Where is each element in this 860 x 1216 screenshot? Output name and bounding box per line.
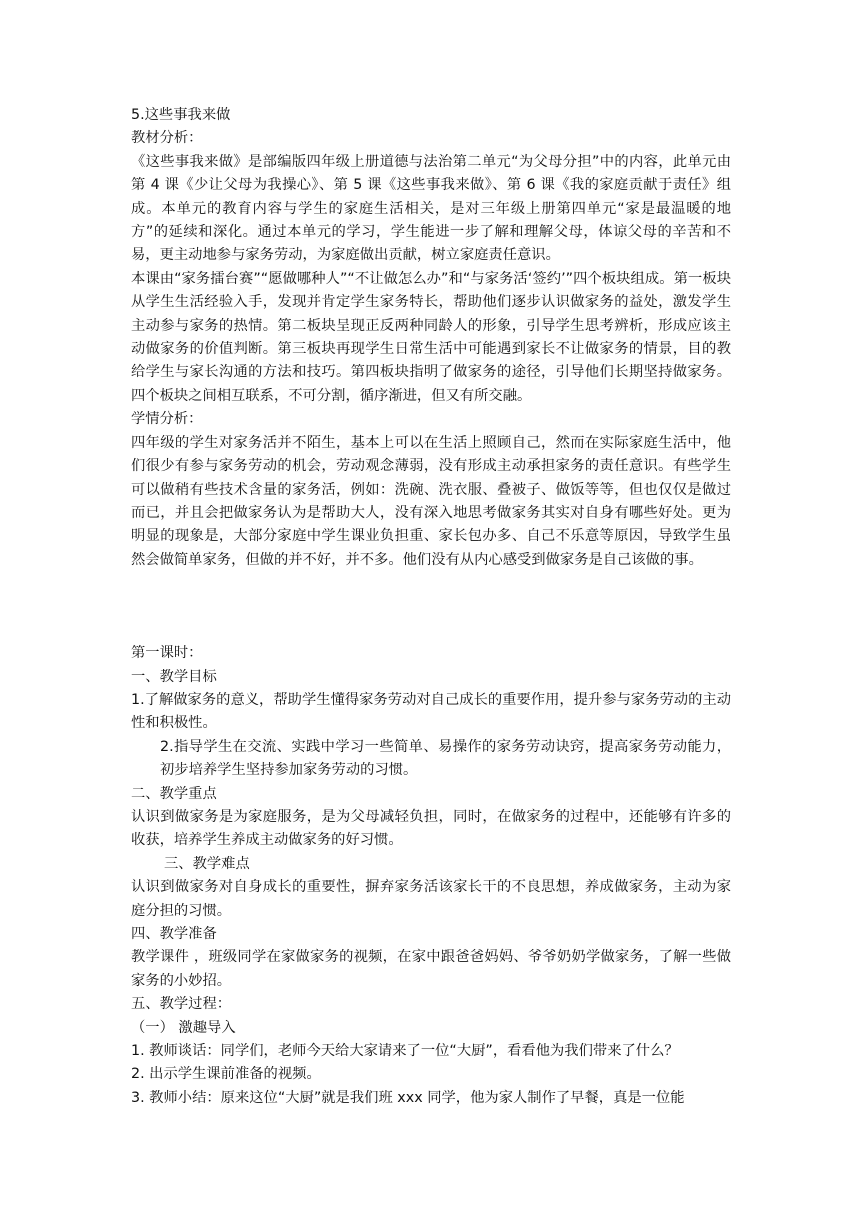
process-step-2: 2. 出示学生课前准备的视频。 [131,1066,321,1083]
intro-subheading: （一） 激趣导入 [131,1019,236,1036]
difficulty-paragraph: 认识到做家务对自身成长的重要性，摒弃家务活该家长干的不良思想，养成做家务，主动为家庭分担的习惯。 [131,879,731,919]
student-analysis-heading: 学情分析： [131,411,203,428]
document-body [131,104,731,1110]
key-points-paragraph: 认识到做家务是为家庭服务，是为父母减轻负担，同时，在做家务的过程中，还能够有许多的收获，培养学生养成主动做家务的好习惯。 [131,808,731,849]
difficulty-heading: 三、教学难点 [164,855,250,872]
textbook-analysis-paragraph-2: 本课由“家务擂台赛”“愿做哪种人”“不让做怎么办”和“与家务活‘签约’”四个板块组成。第一板块从学生生活经验入手，发现并肯定学生家务特长，帮助他们逐步认识做家务的益处，激发学生主动参与家务的热情。第二板块呈现正反两种同龄人的形象，引导学生思考辨析，形成应该主动做家务的价值判断。第三板块再现学生日常生活中可能遇到家长不让做家务的情景，目的教给学生与家长沟通的方法和技巧。第四板块指明了做家务的途径，引导他们长期坚持做家务。四个板块之间相互联系，不可分割，循序渐进，但又有所交融。 [131,270,731,404]
first-lesson-label: 第一课时： [131,645,203,662]
key-points-heading: 二、教学重点 [131,785,217,802]
textbook-analysis-paragraph-1: 《这些事我来做》是部编版四年级上册道德与法治第二单元“为父母分担”中的内容，此单元由第 4 课《少让父母为我操心》、第 5 课《这些事我来做》、第 6 课《我的家庭贡献于责任》组成。本单元的教育内容与学生的家庭生活相关，是对三年级上册第四单元“家是最温暖的地方”的延续和深化。通过本单元的学习，学生能进一步了解和理解父母，体谅父母的辛苦和不易，更主动地参与家务劳动，为家庭做出贡献，树立家庭责任意识。 [131,153,731,264]
lesson-title: 5.这些事我来做 [131,107,231,123]
goal-1: 1.了解做家务的意义，帮助学生懂得家务劳动对自己成长的重要作用，提升参与家务劳动的主动性和积极性。 [131,691,731,732]
preparation-heading: 四、教学准备 [131,926,217,942]
goals-heading: 一、教学目标 [131,668,217,685]
process-step-3: 3. 教师小结：原来这位“大厨”就是我们班 xxx 同学，他为家人制作了早餐，真是一位能 [131,1089,685,1106]
process-step-1: 1. 教师谈话：同学们，老师今天给大家请来了一位“大厨”，看看他为我们带来了什么？ [131,1043,679,1060]
textbook-analysis-heading: 教材分析： [131,130,203,147]
goal-2: 2.指导学生在交流、实践中学习一些简单、易操作的家务劳动诀窍，提高家务劳动能力，初步培养学生坚持参加家务劳动的习惯。 [160,738,731,779]
process-heading: 五、教学过程： [131,996,232,1013]
student-analysis-paragraph: 四年级的学生对家务活并不陌生，基本上可以在生活上照顾自己，然而在实际家庭生活中，他们很少有参与家务劳动的机会，劳动观念薄弱，没有形成主动承担家务的责任意识。有些学生可以做稍有些技术含量的家务活，例如：洗碗、洗衣服、叠被子、做饭等等，但也仅仅是做过而已，并且会把做家务认为是帮助大人，没有深入地思考做家务其实对自身有哪些好处。更为明显的现象是，大部分家庭中学生课业负担重、家长包办多、自己不乐意等原因，导致学生虽然会做简单家务，但做的并不好，并不多。他们没有从内心感受到做家务是自己该做的事。 [131,434,731,568]
blank-space [131,572,731,642]
preparation-paragraph: 教学课件 ，班级同学在家做家务的视频，在家中跟爸爸妈妈、爷爷奶奶学做家务，了解一些做家务的小妙招。 [131,949,731,989]
